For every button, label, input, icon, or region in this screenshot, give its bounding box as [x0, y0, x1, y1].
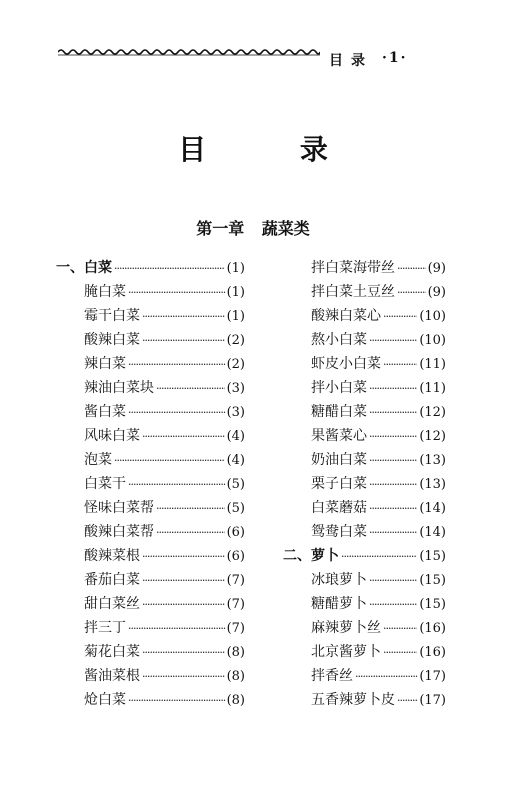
toc-leader-dots: [397, 281, 426, 305]
toc-entry-page: (8): [226, 645, 245, 660]
toc-leader-dots: [369, 497, 417, 521]
toc-entry: [56, 328, 245, 352]
toc-leader-dots: [369, 593, 417, 617]
toc-entry-page: (7): [226, 573, 245, 588]
toc-entry: [283, 256, 446, 280]
toc-entry-title: 番茄白菜: [84, 572, 140, 588]
chapter-number: 第一章: [196, 219, 245, 238]
toc-entry-page: (1): [226, 285, 245, 300]
toc-leader-dots: [142, 305, 225, 329]
toc-entry-title: 一、白菜: [56, 260, 112, 276]
toc-entry-page: (3): [226, 381, 245, 396]
toc-entry: [283, 664, 446, 688]
toc-entry: [283, 616, 446, 640]
toc-leader-dots: [142, 545, 225, 569]
header-wavy-rule: [58, 46, 320, 58]
toc-entry-page: (6): [226, 549, 245, 564]
toc-section-entry: [56, 256, 245, 280]
page-title: 目 录: [178, 133, 370, 166]
toc-leader-dots: [383, 353, 417, 377]
toc-right-column: [283, 256, 446, 712]
toc-entry-title: 腌白菜: [84, 284, 126, 300]
toc-entry-page: (16): [419, 645, 446, 660]
toc-entry-page: (11): [419, 357, 446, 372]
toc-leader-dots: [383, 641, 417, 665]
toc-entry-title: 五香辣萝卜皮: [311, 692, 395, 708]
toc-entry: [56, 376, 245, 400]
toc-entry-page: (17): [419, 669, 446, 684]
toc-entry: [56, 544, 245, 568]
toc-entry-title: 冰琅萝卜: [311, 572, 367, 588]
toc-entry-page: (6): [226, 525, 245, 540]
toc-leader-dots: [369, 377, 417, 401]
toc-entry: [56, 592, 245, 616]
toc-entry-title: 酸辣菜根: [84, 548, 140, 564]
toc-entry-page: (2): [226, 333, 245, 348]
toc-entry-title: 二、萝卜: [283, 548, 339, 564]
toc-leader-dots: [114, 257, 225, 281]
toc-entry-page: (8): [226, 669, 245, 684]
toc-entry-page: (9): [427, 261, 446, 276]
toc-entry: [283, 352, 446, 376]
toc-entry: [283, 640, 446, 664]
toc-entry: [56, 352, 245, 376]
toc-leader-dots: [383, 305, 417, 329]
toc-entry: [283, 496, 446, 520]
toc-leader-dots: [142, 665, 225, 689]
toc-entry-page: (5): [226, 477, 245, 492]
toc-leader-dots: [369, 569, 417, 593]
toc-leader-dots: [114, 449, 225, 473]
toc-entry-page: (1): [226, 261, 245, 276]
toc-entry-page: (13): [419, 453, 446, 468]
toc-entry-title: 拌香丝: [311, 668, 353, 684]
toc-leader-dots: [355, 665, 417, 689]
toc-entry-title: 拌白菜海带丝: [311, 260, 395, 276]
running-header-page-number: ·1·: [382, 50, 408, 66]
toc-entry: [283, 400, 446, 424]
toc-entry-page: (14): [419, 525, 446, 540]
toc-entry-title: 北京酱萝卜: [311, 644, 381, 660]
toc-entry: [56, 568, 245, 592]
toc-entry-page: (3): [226, 405, 245, 420]
toc-leader-dots: [383, 617, 417, 641]
toc-entry-title: 鸳鸯白菜: [311, 524, 367, 540]
toc-entry-page: (14): [419, 501, 446, 516]
toc-entry-page: (5): [226, 501, 245, 516]
toc-entry-title: 酱白菜: [84, 404, 126, 420]
toc-entry-title: 辣白菜: [84, 356, 126, 372]
toc-entry-title: 拌三丁: [84, 620, 126, 636]
toc-entry: [283, 376, 446, 400]
toc-leader-dots: [128, 617, 225, 641]
toc-entry: [56, 664, 245, 688]
toc-entry: [56, 424, 245, 448]
toc-leader-dots: [128, 353, 225, 377]
toc-entry-title: 酸辣白菜心: [311, 308, 381, 324]
toc-leader-dots: [369, 401, 417, 425]
toc-entry: [56, 688, 245, 712]
toc-leader-dots: [142, 593, 225, 617]
toc-entry-page: (4): [226, 453, 245, 468]
toc-leader-dots: [369, 425, 417, 449]
toc-leader-dots: [369, 521, 417, 545]
toc-entry: [283, 688, 446, 712]
toc-entry-page: (12): [419, 429, 446, 444]
toc-entry-title: 糖醋萝卜: [311, 596, 367, 612]
toc-entry-page: (7): [226, 621, 245, 636]
toc-entry-title: 拌小白菜: [311, 380, 367, 396]
toc-entry-title: 炝白菜: [84, 692, 126, 708]
toc-entry-page: (1): [226, 309, 245, 324]
toc-entry-title: 酱油菜根: [84, 668, 140, 684]
chapter-name: 蔬菜类: [261, 219, 310, 238]
toc-entry-title: 熬小白菜: [311, 332, 367, 348]
toc-leader-dots: [142, 329, 225, 353]
toc-leader-dots: [156, 377, 225, 401]
toc-entry-page: (10): [419, 309, 446, 324]
toc-leader-dots: [341, 545, 417, 569]
toc-leader-dots: [156, 521, 225, 545]
toc-leader-dots: [369, 449, 417, 473]
toc-entry-title: 虾皮小白菜: [311, 356, 381, 372]
toc-leader-dots: [397, 257, 426, 281]
toc-entry: [56, 400, 245, 424]
toc-entry-page: (15): [419, 549, 446, 564]
toc-entry-title: 果酱菜心: [311, 428, 367, 444]
toc-entry: [56, 280, 245, 304]
toc-leader-dots: [142, 569, 225, 593]
toc-left-column: [56, 256, 245, 712]
toc-entry-title: 霉干白菜: [84, 308, 140, 324]
toc-leader-dots: [128, 689, 225, 713]
toc-entry: [283, 568, 446, 592]
running-header-title: 目录: [329, 53, 373, 69]
toc-entry-page: (16): [419, 621, 446, 636]
toc-leader-dots: [369, 473, 417, 497]
toc-entry: [283, 472, 446, 496]
toc-entry: [283, 424, 446, 448]
toc-entry-title: 怪味白菜帮: [84, 500, 154, 516]
toc-entry-title: 白菜干: [84, 476, 126, 492]
toc-entry-title: 栗子白菜: [311, 476, 367, 492]
toc-entry-title: 糖醋白菜: [311, 404, 367, 420]
toc-entry: [56, 472, 245, 496]
toc-leader-dots: [128, 473, 225, 497]
toc-entry: [56, 520, 245, 544]
toc-entry-page: (4): [226, 429, 245, 444]
toc-leader-dots: [397, 689, 417, 713]
toc-entry-title: 白菜蘑菇: [311, 500, 367, 516]
toc-entry-page: (10): [419, 333, 446, 348]
toc-leader-dots: [142, 641, 225, 665]
toc-entry: [56, 448, 245, 472]
toc-entry-page: (11): [419, 381, 446, 396]
toc-entry-title: 风味白菜: [84, 428, 140, 444]
toc-entry-page: (17): [419, 693, 446, 708]
toc-entry-page: (12): [419, 405, 446, 420]
toc-entry-title: 菊花白菜: [84, 644, 140, 660]
toc-entry-page: (15): [419, 573, 446, 588]
toc-entry: [283, 304, 446, 328]
toc-leader-dots: [128, 281, 225, 305]
toc-entry: [283, 592, 446, 616]
toc-entry-title: 泡菜: [84, 452, 112, 468]
toc-section-entry: [283, 544, 446, 568]
toc-entry: [283, 280, 446, 304]
toc-entry: [56, 640, 245, 664]
toc-entry-title: 酸辣白菜帮: [84, 524, 154, 540]
toc-entry-title: 酸辣白菜: [84, 332, 140, 348]
toc-entry-page: (7): [226, 597, 245, 612]
toc-entry-page: (8): [226, 693, 245, 708]
toc-entry-page: (9): [427, 285, 446, 300]
toc-leader-dots: [142, 425, 225, 449]
toc-entry: [283, 328, 446, 352]
toc-entry-page: (15): [419, 597, 446, 612]
toc-entry: [56, 304, 245, 328]
toc-entry-title: 麻辣萝卜丝: [311, 620, 381, 636]
toc-entry: [56, 496, 245, 520]
toc-entry-title: 辣油白菜块: [84, 380, 154, 396]
toc-entry-page: (2): [226, 357, 245, 372]
toc-entry-title: 甜白菜丝: [84, 596, 140, 612]
toc-entry-page: (13): [419, 477, 446, 492]
chapter-heading: [0, 216, 506, 239]
toc-entry: [56, 616, 245, 640]
toc-leader-dots: [156, 497, 225, 521]
toc-leader-dots: [128, 401, 225, 425]
toc-entry-title: 奶油白菜: [311, 452, 367, 468]
toc-leader-dots: [369, 329, 417, 353]
toc-entry-title: 拌白菜土豆丝: [311, 284, 395, 300]
toc-entry: [283, 520, 446, 544]
toc-entry: [283, 448, 446, 472]
